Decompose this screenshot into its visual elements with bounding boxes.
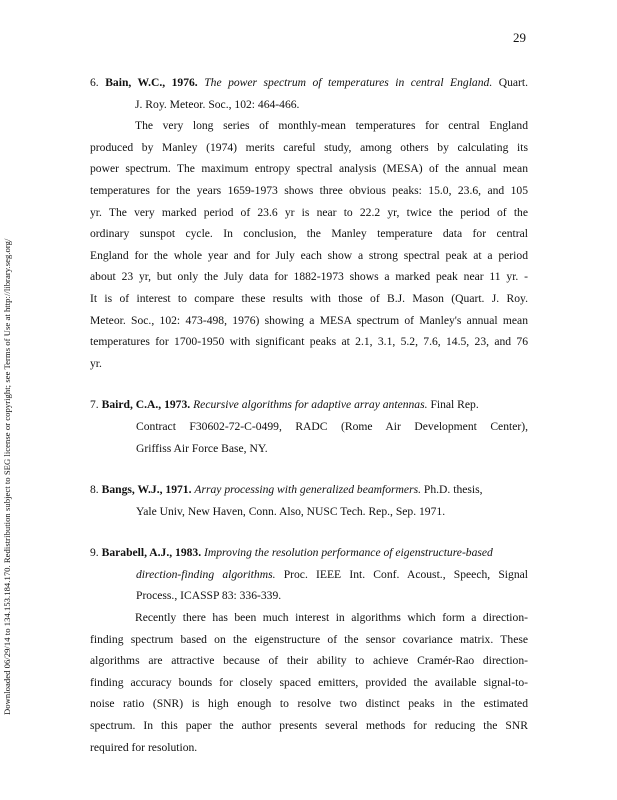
abstract-line: yr. [90,356,102,370]
reference-source-cont: J. Roy. Meteor. Soc., 102: 464-466. [135,97,300,111]
reference-number: 9. [90,546,99,560]
abstract-line: The very long series of monthly-mean temperatures for central England [135,119,528,133]
abstract-line: required for resolution. [90,740,198,754]
reference-entry-8 [90,479,528,522]
abstract-line: finding spectrum based on the eigenstructure of the sensor covariance matrix. These [90,632,528,646]
reference-heading [90,542,528,564]
reference-title: Array processing with generalized beamformers. [194,483,421,497]
reference-source-cont: Yale Univ, New Haven, Conn. Also, NUSC Tech. Rep., Sep. 1971. [136,504,446,518]
reference-source: Proc. IEEE Int. Conf. Acoust., Speech, Signal [283,567,528,581]
abstract-line: produced by Manley (1974) merits careful study, among others by calculating its [90,140,528,154]
reference-number: 7. [90,398,99,412]
reference-title: Improving the resolution performance of eigenstructure-based [204,546,493,560]
reference-author: Bain, W.C., 1976. [105,76,198,89]
reference-heading [90,72,528,94]
abstract-line: ordinary sunspot cycle. In conclusion, the Manley temperature data for central [90,227,528,241]
reference-heading-cont [90,564,528,586]
reference-source: Ph.D. thesis, [423,483,483,497]
abstract-line: temperatures for the years 1659-1973 shows three obvious peaks: 15.0, 23.6, and 105 [90,183,528,197]
abstract-line: about 23 yr, but only the July data for 1882-1973 shows a marked peak near 11 yr. - [90,270,528,284]
reference-number: 8. [90,483,99,497]
reference-title: direction-finding algorithms. [136,567,276,581]
download-notice: Downloaded 06/29/14 to 134.153.184.170. Redistribution subject to SEG license or copyright; see Terms of Use at http://library.seg.org/ [2,238,12,715]
reference-heading [90,479,528,501]
abstract-line: It is of interest to compare these results with those of B.J. Mason (Quart. J. Roy. [90,291,528,305]
abstract-line: Meteor. Soc., 102: 473-498, 1976) showing a MESA spectrum of Manley's annual mean [90,313,528,327]
abstract-line: temperatures for 1700-1950 with significant peaks at 2.1, 3.1, 5.2, 7.6, 14.5, 23, and 76 [90,335,528,349]
reference-title: Recursive algorithms for adaptive array antennas. [193,398,428,412]
reference-list [90,72,528,758]
reference-entry-6 [90,72,528,374]
reference-source: Final Rep. [430,398,479,412]
abstract-line: Recently there has been much interest in algorithms which form a direction- [135,611,528,625]
reference-source-cont: Process., ICASSP 83: 336-339. [136,589,282,603]
reference-number: 6. [90,76,99,89]
reference-title: The power spectrum of temperatures in central England. [204,76,493,89]
reference-source-cont: Contract F30602-72-C-0499, RADC (Rome Air Development Center), [136,419,528,433]
reference-source-cont: Griffiss Air Force Base, NY. [136,441,268,455]
abstract-line: noise ratio (SNR) is high enough to resolve two distinct peaks in the estimated [90,697,528,711]
reference-author: Bangs, W.J., 1971. [101,483,192,497]
reference-author: Barabell, A.J., 1983. [101,546,202,560]
abstract-line: England for the whole year and for July each show a strong spectral peak at a period [90,248,528,262]
reference-source: Quart. [498,76,528,89]
abstract-line: algorithms are attractive because of their ability to achieve Cramér-Rao direction- [90,654,528,668]
reference-entry-7 [90,394,528,459]
abstract-line: yr. The very marked period of 23.6 yr is near to 22.2 yr, twice the period of the [90,205,528,219]
reference-entry-9 [90,542,528,758]
reference-heading [90,394,528,416]
reference-author: Baird, C.A., 1973. [101,398,191,412]
page-number: 29 [513,30,526,45]
abstract-line: power spectrum. The maximum entropy spectral analysis (MESA) of the annual mean [90,162,528,176]
abstract-line: spectrum. In this paper the author presents several methods for reducing the SNR [90,719,528,733]
abstract-line: finding accuracy bounds for closely spaced emitters, provided the available signal-to- [90,675,528,689]
